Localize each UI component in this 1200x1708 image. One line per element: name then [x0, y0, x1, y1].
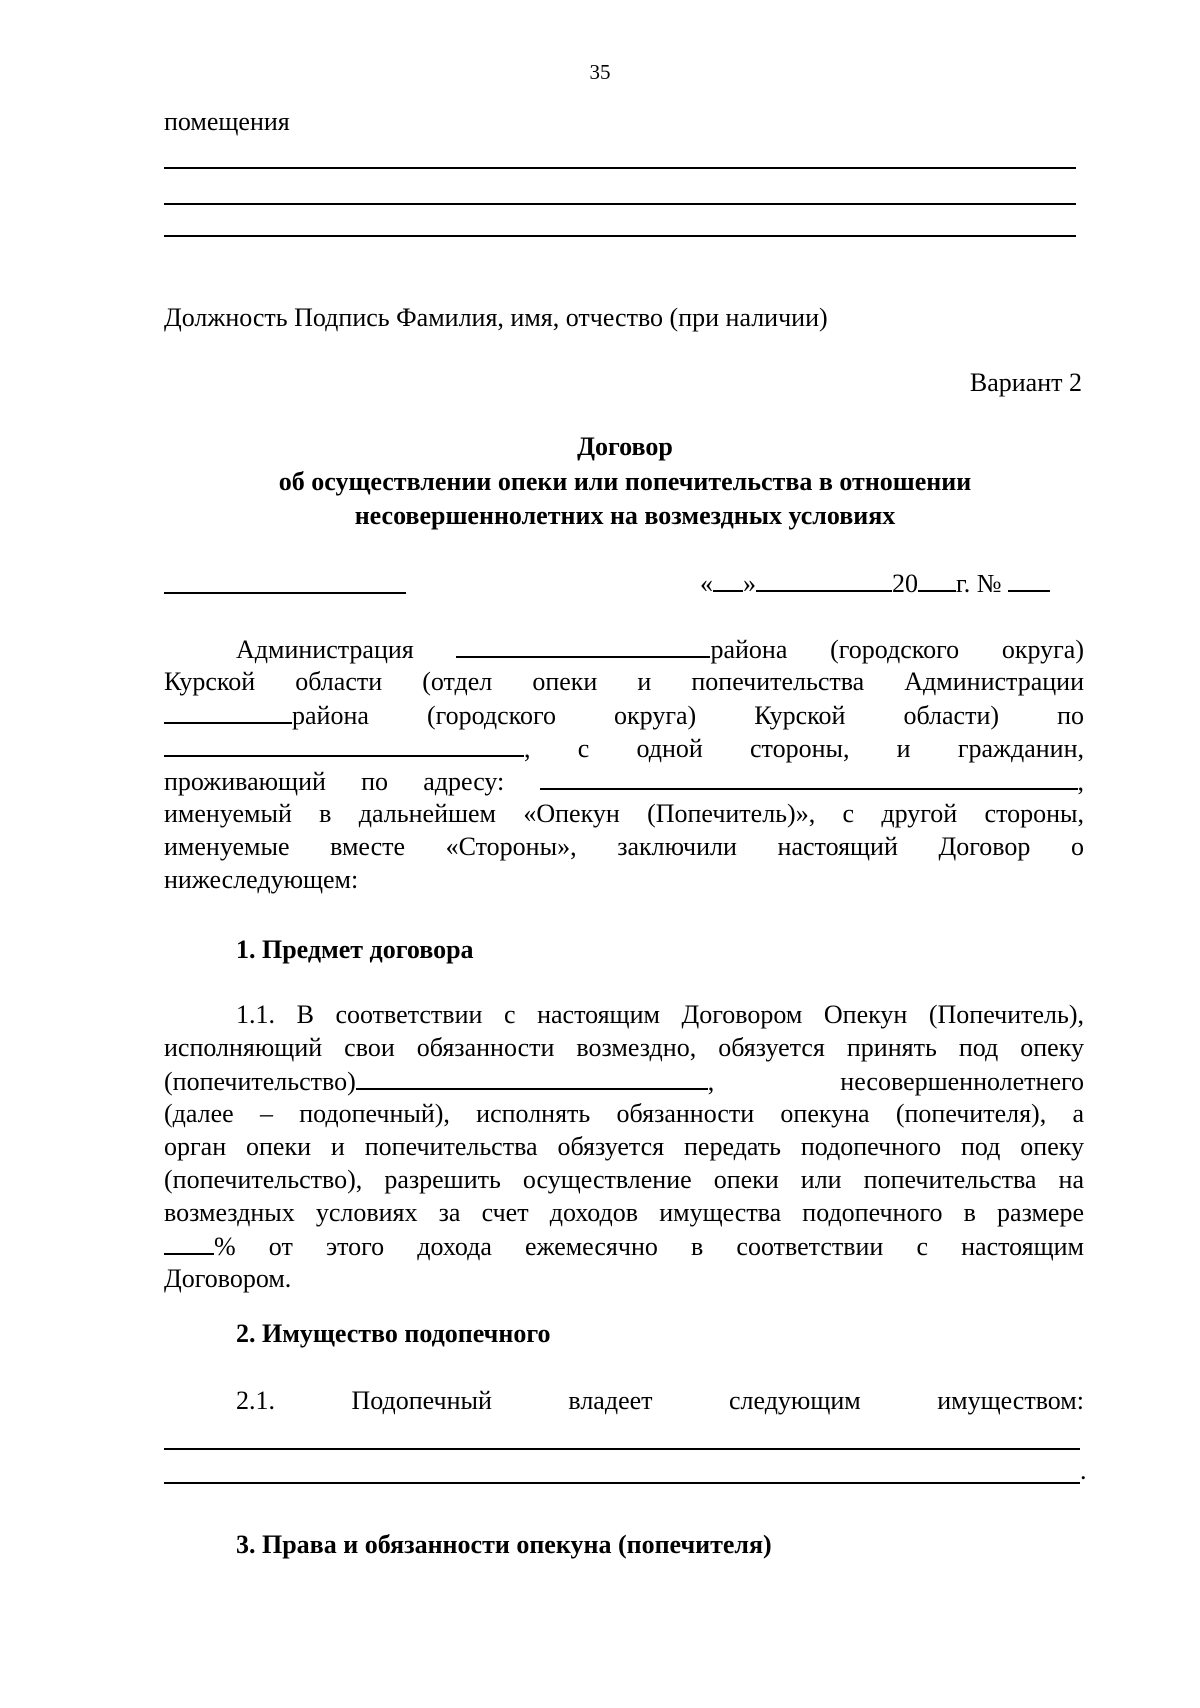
percent-blank [164, 1229, 214, 1255]
s1-line-6: (попечительство), разрешить осуществление опеки или попечительства на [164, 1165, 1084, 1194]
signature-caption: Должность Подпись Фамилия, имя, отчество (при наличии) [164, 303, 828, 332]
section-1-paragraph [164, 998, 1084, 1295]
place-blank [164, 592, 406, 594]
s1-line-7: возмездных условиях за счет доходов имущества подопечного в размере [164, 1198, 1084, 1227]
s1-line-1: 1.1. В соответствии с настоящим Договором Опекун (Попечитель), [236, 1000, 1084, 1029]
s1-line-8: % от этого дохода ежемесячно в соответствии с настоящим [164, 1229, 1084, 1262]
number-blank [1008, 566, 1050, 592]
s1-line-9: Договором. [164, 1264, 292, 1293]
intro-line-3: района (городского округа) Курской области) по [164, 698, 1084, 731]
section-3-heading: 3. Права и обязанности опекуна (попечителя) [236, 1530, 772, 1559]
premises-line-2 [164, 203, 1076, 205]
month-blank [756, 566, 892, 592]
intro-line-2: Курской области (отдел опеки и попечительства Администрации [164, 667, 1084, 696]
year-suffix: г. № [956, 569, 1002, 598]
contract-subtitle-2: несовершеннолетних на возмездных условиях [354, 501, 896, 530]
address-blank [540, 764, 1078, 790]
s1-line-4: (далее – подопечный), исполнять обязанности опекуна (попечителя), а [164, 1099, 1084, 1128]
date-line [700, 566, 1050, 599]
intro-line-7: именуемые вместе «Стороны», заключили настоящий Договор о [164, 832, 1084, 861]
district-blank-2 [164, 698, 292, 724]
day-blank [713, 566, 743, 592]
basis-blank [164, 731, 524, 757]
s2-line-1: 2.1. Подопечный владеет следующим имуществом: [236, 1386, 1084, 1415]
s1-line-2: исполняющий свои обязанности возмездно, обязуется принять под опеку [164, 1033, 1084, 1062]
property-line-1 [164, 1448, 1080, 1450]
year-prefix: 20 [892, 569, 918, 598]
s1-line-3: (попечительство) , несовершеннолетнего [164, 1064, 1084, 1097]
district-blank-1 [456, 632, 710, 658]
intro-line-6: именуемый в дальнейшем «Опекун (Попечитель)», с другой стороны, [164, 799, 1084, 828]
section-1-heading: 1. Предмет договора [236, 935, 474, 964]
page-number: 35 [589, 60, 611, 84]
section-2-paragraph [164, 1384, 1084, 1417]
property-end-dot: . [1080, 1456, 1087, 1485]
intro-line-5: проживающий по адресу: , [164, 764, 1084, 797]
property-line-2 [164, 1482, 1080, 1484]
quote-open: « [700, 569, 713, 598]
contract-subtitle-1: об осуществлении опеки или попечительства в отношении [278, 467, 972, 496]
intro-line-1: Администрация района (городского округа) [164, 632, 1084, 665]
premises-line-1 [164, 167, 1076, 169]
premises-line-3 [164, 235, 1076, 237]
premises-label: помещения [164, 107, 290, 136]
year-blank [918, 566, 956, 592]
contract-title: Договор [577, 432, 673, 461]
variant-label: Вариант 2 [969, 368, 1082, 397]
intro-line-8: нижеследующем: [164, 865, 359, 894]
s1-line-5: орган опеки и попечительства обязуется передать подопечного под опеку [164, 1132, 1084, 1161]
intro-line-4: , с одной стороны, и гражданин, [164, 731, 1084, 764]
section-2-heading: 2. Имущество подопечного [236, 1319, 551, 1348]
quote-close: » [743, 569, 756, 598]
intro-paragraph [164, 632, 1084, 896]
ward-name-blank [356, 1064, 708, 1090]
